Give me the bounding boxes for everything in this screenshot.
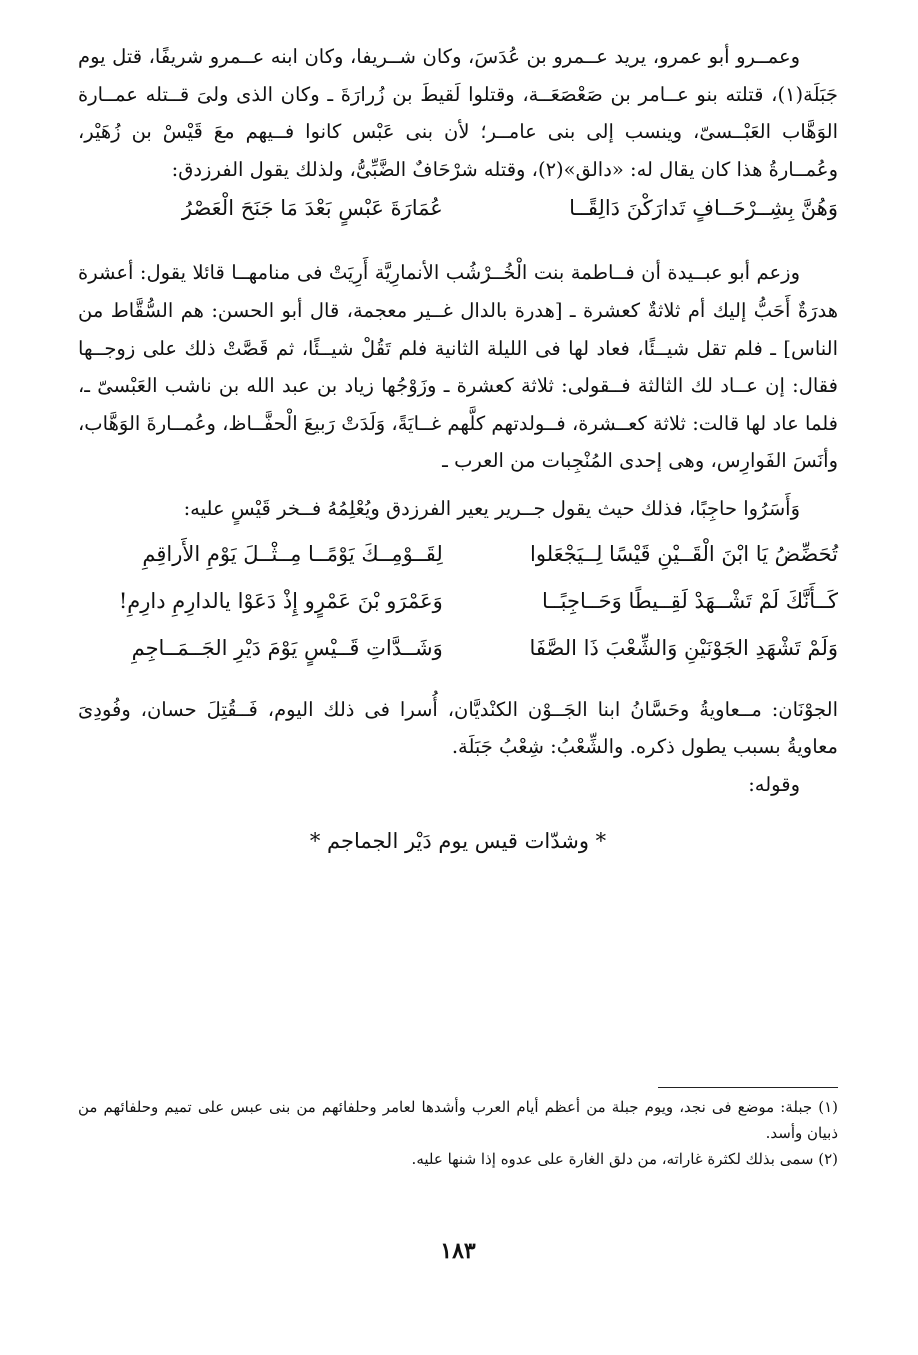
- verse-line-1: [78, 196, 838, 254]
- paragraph-2: وزعم أبو عبــيدة أن فــاطمة بنت الْخُــرْشُب الأنمارِيَّة أَرِيَتْ فى منامهــا قائلا يقول: أعشرة هدرَةٌ أَحَبُّ إليك أم ثلاثةٌ كعشرة ـ [هدرة بالدال غــير معجمة، قال أبو الحسن: هم السُّقَّاط من الناس] ـ فلم تقل شيــئًا، فعاد لها فى الليلة الثانية فلم تَقُلْ شيــئًا، ثم قَصَّتْ ذلك على زوجــها فقال: إن عــاد لك الثالثة فــقولى: ثلاثة كعشرة ـ وزَوْجُها زياد بن عبد الله بن ناشب العَبْسىّ ـ، فلما عاد لها قالت: ثلاثة كعــشرة، فــولدتهم كلَّهم غــايَةً، وَلَدَتْ رَبيعَ الْحفَّــاظ، وعُمــارةَ الوَهَّاب، وأنَسَ الفَوارِس، وهى إحدى المُنْجِبات من العرب ـ: [78, 261, 838, 473]
- footnote-2: (٢) سمى بذلك لكثرة غاراته، من دلق الغارة على عدوه إذا شنها عليه.: [411, 1150, 838, 1168]
- verse-first-hemistich: كَــأَنَّكَ لَمْ تَشْــهَدْ لَقِــيطًا وَحَــاجِبًــا: [541, 588, 838, 613]
- paragraph-4: الجوْنَان: مــعاويةُ وحَسَّانُ ابنا الجَــوْن الكنْديَّان، أُسرا فى ذلك اليوم، فَــقُتِلَ حسان، وفُودِىَ معاويةُ بسبب يطول ذكره. والشِّعْبُ: شِعْبُ جَبَلَة.: [78, 697, 838, 759]
- footnotes: [78, 1094, 838, 1172]
- page-number: ١٨٣: [440, 1238, 476, 1264]
- verse-line: [78, 542, 838, 589]
- poem-verses: [78, 542, 838, 683]
- paragraph-5: وقوله:: [748, 772, 800, 796]
- paragraph-1: وعمــرو أبو عمرو، يريد عــمرو بن عُدَسَ، وكان شــريفا، وكان ابنه عــمرو شريفًا، قتل يوم جَبَلَة(١)، قتلته بنو عــامر بن صَعْصَعَــة، وقتلوا لَقيطَ بن زُرارَةَ ـ وكان الذى ولىَ قــتله عمــارة الوَهَّاب العَبْــسىّ، وينسب إلى بنى عامــر؛ لأن بنى عَبْس كانوا فــيهم معَ قَيْسْ بن زُهَيْر، وعُمــارةُ هذا كان يقال له: «دالق»(٢)، وقتله شرْحَافٌ الضَّبِّىُّ، ولذلك يقول الفرزدق:: [78, 45, 838, 181]
- verse-second-hemistich: وَعَمْرَو بْنَ عَمْرٍو إِذْ دَعَوْا يالدارِمِ دارِمِ!: [118, 588, 443, 613]
- verse-line: [78, 589, 838, 636]
- footnote-1: (١) جبلة: موضع فى نجد، ويوم جبلة من أعظم أيام العرب وأشدها لعامر وحلفائهم من بنى عبس على تميم وحلفائهم من ذبيان وأسد.: [78, 1098, 838, 1142]
- verse-second-hemistich: عُمَارَةَ عَبْسٍ بَعْدَ مَا جَنَحَ الْعَصْرُ: [181, 196, 443, 221]
- footnote-divider: [658, 1087, 838, 1088]
- book-page: [78, 38, 838, 1328]
- verse-second-hemistich: وَشَــدَّاتِ قَــيْسٍ يَوْمَ دَيْرِ الجَــمَــاجِمِ: [131, 635, 443, 660]
- verse-line: [78, 636, 838, 683]
- verse-first-hemistich: تُحَضِّضُ يَا ابْنَ الْقَــيْنِ قَيْسًا لِــيَجْعَلوا: [530, 541, 838, 566]
- verse-first-hemistich: وَلَمْ تَشْهَدِ الجَوْنَيْنِ وَالشِّعْبَ ذَا الصَّفَا: [529, 635, 838, 660]
- verse-second-hemistich: لِقَــوْمِــكَ يَوْمًــا مِــثْــلَ يَوْمِ الأَراقِمِ: [142, 541, 443, 566]
- main-text: [78, 38, 838, 871]
- verse-first-hemistich: وَهُنَّ بِشِــرْحَــافٍ تَدارَكْنَ دَالِقًــا: [569, 196, 838, 221]
- paragraph-3: وَأَسَرُوا حاجِبًا، فذلك حيث يقول جــرير يعير الفرزدق ويُعْلِمُهُ فــخر قَيْسٍ عليه:: [183, 496, 800, 520]
- quoted-hemistich: * وشدّات قيس يوم دَيْر الجماجم *: [309, 829, 607, 854]
